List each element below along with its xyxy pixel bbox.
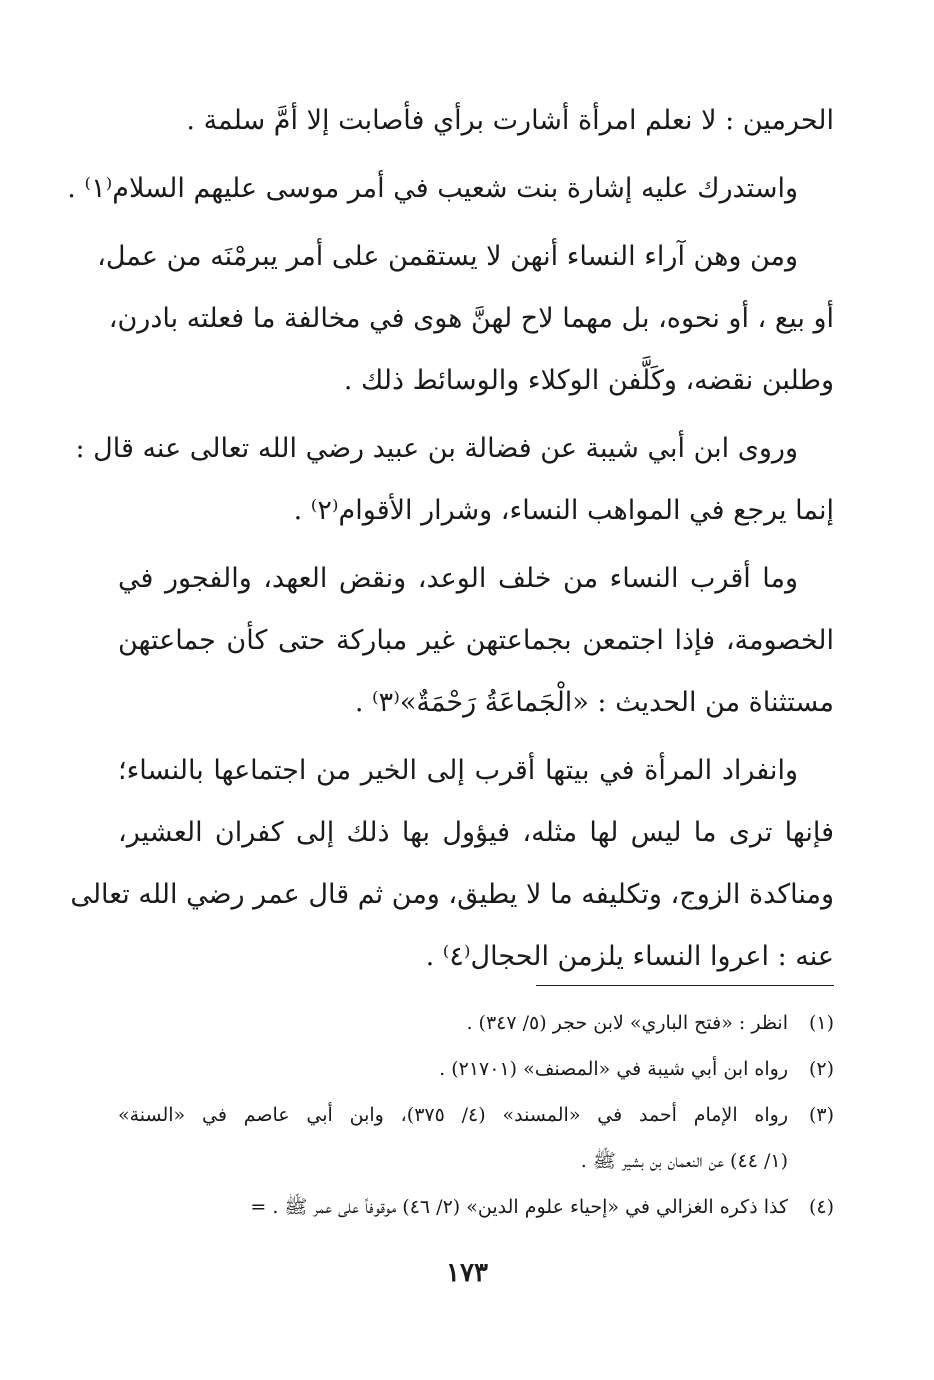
text-line: ومن وهن آراء النساء أنهن لا يستقمن على أمر يبرمْنَه من عمل،	[97, 241, 798, 272]
footnote-2	[118, 1046, 834, 1092]
footnote-4	[118, 1184, 834, 1230]
text-line: عنه : اعروا النساء يلزمن الحجال⁽٤⁾ .	[425, 941, 834, 972]
footnote-number: (٢)	[808, 1058, 834, 1080]
footnote-text	[118, 1046, 788, 1092]
text-line: وما أقرب النساء من خلف الوعد، ونقض العهد، والفجور في	[118, 563, 798, 594]
text-line: إنما يرجع في المواهب النساء، وشرار الأقوام⁽٢⁾ .	[293, 495, 834, 526]
text-line: وروى ابن أبي شيبة عن فضالة بن عبيد رضي الله تعالى عنه قال :	[75, 433, 798, 464]
footnote-line: كذا ذكره الغزالي في «إحياء علوم الدين» (٢/ ٤٦) موقوفاً على عمر ﷺ . =	[250, 1196, 788, 1218]
paragraph-5	[118, 548, 834, 734]
footnotes	[118, 1000, 834, 1230]
text-line: الخصومة، فإذا اجتمعن بجماعتهن غير مباركة حتى كأن جماعتهن	[118, 625, 834, 656]
footnote-line: رواه الإمام أحمد في «المسند» (٤/ ٣٧٥)، وابن أبي عاصم في «السنة»	[118, 1104, 788, 1126]
footnote-text	[118, 1092, 788, 1184]
text-line: أو بيع ، أو نحوه، بل مهما لاح لهنَّ هوى في مخالفة ما فعلته بادرن،	[108, 303, 834, 334]
paragraph-2	[67, 158, 834, 220]
page-number: ١٧٣	[446, 1258, 488, 1288]
footnote-text	[118, 1184, 788, 1230]
footnote-line: (١/ ٤٤) عن النعمان بن بشير ﷺ .	[580, 1150, 788, 1172]
footnote-1	[118, 1000, 834, 1046]
paragraph-6	[70, 740, 834, 988]
footnote-3	[118, 1092, 834, 1184]
footnote-line: رواه ابن أبي شيبة في «المصنف» (٢١٧٠١) .	[439, 1058, 788, 1080]
paragraph-3	[97, 226, 834, 412]
footnote-line: انظر : «فتح الباري» لابن حجر (٥/ ٣٤٧) .	[466, 1012, 788, 1034]
footnote-text	[118, 1000, 788, 1046]
paragraph-1	[118, 90, 834, 152]
footnote-number: (٤)	[808, 1196, 834, 1218]
text-line: فإنها ترى ما ليس لها مثله، فيؤول بها ذلك إلى كفران العشير،	[118, 817, 834, 848]
text-line: واستدرك عليه إشارة بنت شعيب في أمر موسى عليهم السلام⁽١⁾ .	[67, 173, 798, 204]
text-line: الحرمين : لا نعلم امرأة أشارت برأي فأصابت إلا أمَّ سلمة .	[186, 105, 834, 136]
main-text	[67, 90, 834, 994]
footnote-divider	[536, 985, 834, 986]
footnote-number: (٣)	[808, 1104, 834, 1126]
text-line: مستثناة من الحديث : «الْجَماعَةُ رَحْمَةٌ»⁽٣⁾ .	[354, 687, 834, 718]
text-line: وانفراد المرأة في بيتها أقرب إلى الخير من اجتماعها بالنساء؛	[118, 755, 798, 786]
text-line: ومناكدة الزوج، وتكليفه ما لا يطيق، ومن ثم قال عمر رضي الله تعالى	[70, 879, 834, 910]
footnote-number: (١)	[808, 1012, 834, 1034]
paragraph-4	[75, 418, 834, 542]
text-line: وطلبن نقضه، وكَلَّفن الوكلاء والوسائط ذلك .	[343, 365, 834, 396]
